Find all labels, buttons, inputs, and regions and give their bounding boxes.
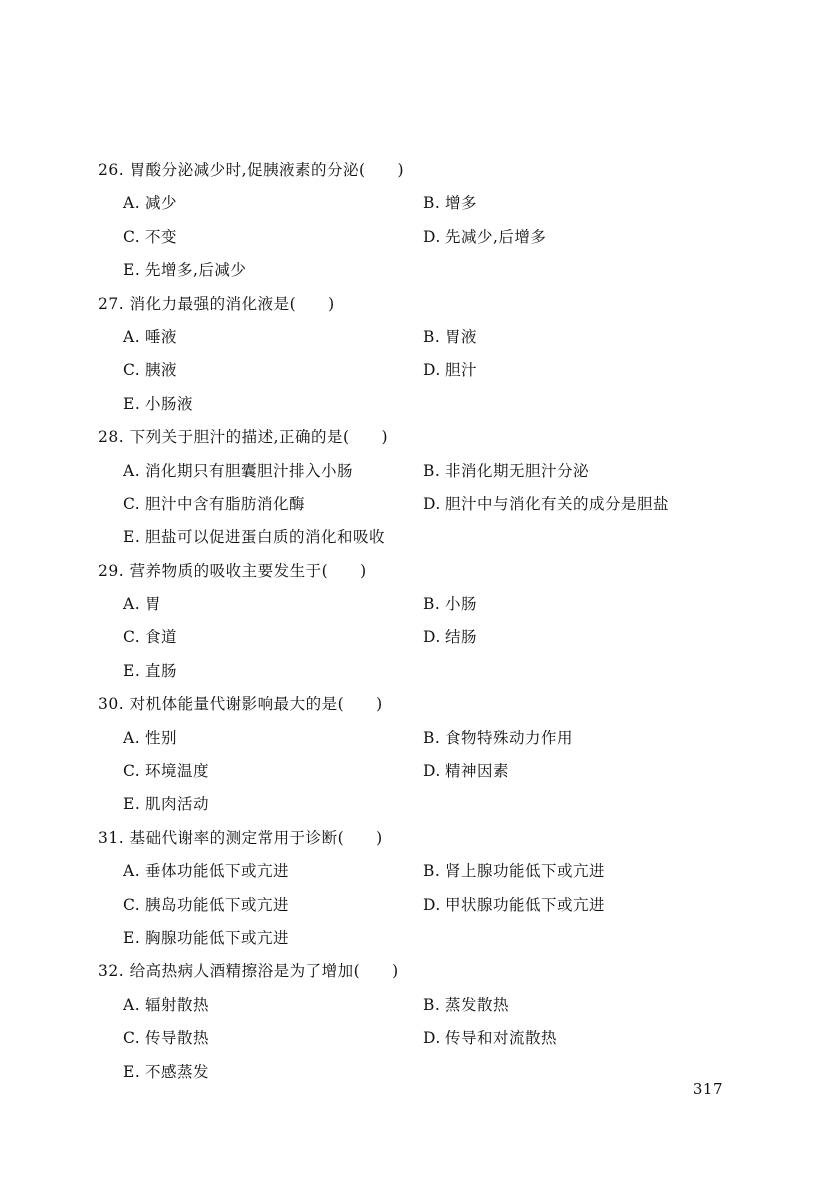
option-letter: D. bbox=[423, 494, 441, 513]
option-text: 不感蒸发 bbox=[145, 1062, 210, 1081]
option-letter: C. bbox=[123, 1029, 141, 1048]
option-text: 胆汁中与消化有关的成分是胆盐 bbox=[445, 494, 670, 513]
option-letter: E. bbox=[123, 1062, 141, 1081]
option-text: 非消化期无胆汁分泌 bbox=[445, 461, 590, 480]
option-letter: A. bbox=[123, 728, 141, 747]
option-d bbox=[423, 490, 723, 523]
option-c bbox=[123, 891, 423, 924]
option-a bbox=[123, 724, 423, 757]
option-letter: E. bbox=[123, 795, 141, 814]
option-b bbox=[423, 857, 723, 890]
option-b bbox=[423, 991, 723, 1024]
option-list bbox=[98, 323, 788, 423]
option-text: 胰岛功能低下或亢进 bbox=[145, 895, 290, 914]
page-number: 317 bbox=[692, 1080, 723, 1098]
option-d bbox=[423, 757, 723, 790]
option-list bbox=[98, 991, 788, 1091]
option-letter: E. bbox=[123, 661, 141, 680]
option-text: 甲状腺功能低下或亢进 bbox=[445, 895, 606, 914]
option-text: 先减少,后增多 bbox=[445, 227, 547, 246]
option-d bbox=[423, 623, 723, 656]
option-letter: E. bbox=[123, 394, 141, 413]
option-a bbox=[123, 991, 423, 1024]
option-text: 增多 bbox=[445, 194, 478, 213]
question-stem: 28. 下列关于胆汁的描述,正确的是( ) bbox=[98, 428, 389, 447]
question-27 bbox=[98, 290, 788, 424]
option-letter: A. bbox=[123, 595, 141, 614]
option-a bbox=[123, 189, 423, 222]
option-c bbox=[123, 223, 423, 256]
option-letter: B. bbox=[423, 194, 441, 213]
option-text: 传导散热 bbox=[145, 1029, 210, 1048]
option-letter: D. bbox=[423, 628, 441, 647]
option-list bbox=[98, 857, 788, 957]
option-list bbox=[98, 590, 788, 690]
option-letter: D. bbox=[423, 227, 441, 246]
option-letter: C. bbox=[123, 361, 141, 380]
option-text: 食道 bbox=[145, 628, 178, 647]
option-a bbox=[123, 457, 423, 490]
option-letter: E. bbox=[123, 261, 141, 280]
option-d bbox=[423, 1024, 723, 1057]
option-b bbox=[423, 724, 723, 757]
option-text: 性别 bbox=[145, 728, 178, 747]
option-e bbox=[123, 657, 423, 690]
option-text: 胰液 bbox=[145, 361, 178, 380]
option-letter: D. bbox=[423, 762, 441, 781]
option-letter: E. bbox=[123, 528, 141, 547]
option-letter: C. bbox=[123, 494, 141, 513]
option-letter: B. bbox=[423, 461, 441, 480]
question-31 bbox=[98, 824, 788, 958]
option-text: 直肠 bbox=[145, 661, 178, 680]
option-text: 结肠 bbox=[445, 628, 478, 647]
option-letter: D. bbox=[423, 1029, 441, 1048]
option-d bbox=[423, 891, 723, 924]
option-list bbox=[98, 457, 788, 557]
option-text: 胆汁中含有脂肪消化酶 bbox=[145, 494, 306, 513]
question-28 bbox=[98, 423, 788, 557]
option-text: 环境温度 bbox=[145, 762, 210, 781]
option-letter: B. bbox=[423, 862, 441, 881]
option-c bbox=[123, 1024, 423, 1057]
question-stem: 27. 消化力最强的消化液是( ) bbox=[98, 294, 335, 313]
option-text: 消化期只有胆囊胆汁排入小肠 bbox=[145, 461, 354, 480]
option-c bbox=[123, 356, 423, 389]
option-a bbox=[123, 323, 423, 356]
option-c bbox=[123, 490, 423, 523]
option-text: 不变 bbox=[145, 227, 178, 246]
question-29 bbox=[98, 557, 788, 691]
option-text: 垂体功能低下或亢进 bbox=[145, 862, 290, 881]
option-text: 唾液 bbox=[145, 327, 178, 346]
question-stem: 31. 基础代谢率的测定常用于诊断( ) bbox=[98, 828, 383, 847]
option-letter: A. bbox=[123, 995, 141, 1014]
option-text: 蒸发散热 bbox=[445, 995, 510, 1014]
option-text: 传导和对流散热 bbox=[445, 1029, 558, 1048]
question-stem: 30. 对机体能量代谢影响最大的是( ) bbox=[98, 695, 383, 714]
option-text: 减少 bbox=[145, 194, 178, 213]
option-text: 肾上腺功能低下或亢进 bbox=[445, 862, 606, 881]
option-c bbox=[123, 757, 423, 790]
option-letter: E. bbox=[123, 928, 141, 947]
option-text: 肌肉活动 bbox=[145, 795, 210, 814]
option-letter: C. bbox=[123, 628, 141, 647]
option-e bbox=[123, 924, 423, 957]
option-e bbox=[123, 523, 423, 556]
option-text: 小肠 bbox=[445, 595, 478, 614]
option-letter: B. bbox=[423, 595, 441, 614]
question-stem: 32. 给高热病人酒精擦浴是为了增加( ) bbox=[98, 962, 399, 981]
option-a bbox=[123, 857, 423, 890]
option-text: 先增多,后减少 bbox=[145, 261, 247, 280]
option-text: 胃液 bbox=[445, 327, 478, 346]
option-e bbox=[123, 1058, 423, 1091]
option-b bbox=[423, 323, 723, 356]
option-text: 胸腺功能低下或亢进 bbox=[145, 928, 290, 947]
option-b bbox=[423, 590, 723, 623]
option-e bbox=[123, 390, 423, 423]
question-26 bbox=[98, 156, 788, 290]
option-letter: C. bbox=[123, 762, 141, 781]
option-text: 小肠液 bbox=[145, 394, 194, 413]
question-list bbox=[98, 156, 788, 1091]
option-d bbox=[423, 356, 723, 389]
option-letter: C. bbox=[123, 895, 141, 914]
option-text: 胃 bbox=[145, 595, 162, 614]
question-stem: 29. 营养物质的吸收主要发生于( ) bbox=[98, 561, 367, 580]
option-letter: B. bbox=[423, 327, 441, 346]
option-letter: B. bbox=[423, 728, 441, 747]
question-30 bbox=[98, 690, 788, 824]
option-text: 胆盐可以促进蛋白质的消化和吸收 bbox=[145, 528, 386, 547]
option-d bbox=[423, 223, 723, 256]
option-a bbox=[123, 590, 423, 623]
option-e bbox=[123, 790, 423, 823]
option-letter: B. bbox=[423, 995, 441, 1014]
option-b bbox=[423, 189, 723, 222]
option-b bbox=[423, 457, 723, 490]
question-32 bbox=[98, 957, 788, 1091]
option-letter: A. bbox=[123, 327, 141, 346]
option-list bbox=[98, 189, 788, 289]
option-c bbox=[123, 623, 423, 656]
option-text: 精神因素 bbox=[445, 762, 510, 781]
option-letter: A. bbox=[123, 862, 141, 881]
option-text: 食物特殊动力作用 bbox=[445, 728, 574, 747]
option-text: 辐射散热 bbox=[145, 995, 210, 1014]
option-letter: C. bbox=[123, 227, 141, 246]
option-letter: D. bbox=[423, 895, 441, 914]
option-letter: D. bbox=[423, 361, 441, 380]
option-e bbox=[123, 256, 423, 289]
question-stem: 26. 胃酸分泌减少时,促胰液素的分泌( ) bbox=[98, 161, 405, 179]
option-text: 胆汁 bbox=[445, 361, 478, 380]
option-list bbox=[98, 724, 788, 824]
option-letter: A. bbox=[123, 194, 141, 213]
option-letter: A. bbox=[123, 461, 141, 480]
